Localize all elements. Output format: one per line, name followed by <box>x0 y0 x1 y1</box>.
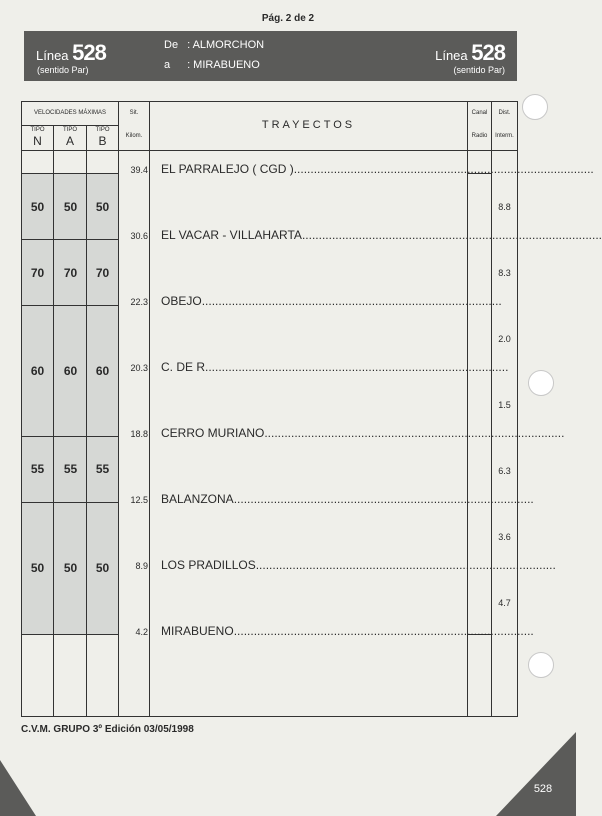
station-label: EL PARRALEJO ( CGD ) <box>161 162 294 176</box>
velocidades-header: VELOCIDADES MÁXIMAS <box>33 110 107 116</box>
speed-a: 70 <box>63 266 78 280</box>
speed-b: 70 <box>95 266 110 280</box>
line-header-banner <box>24 31 517 81</box>
speed-b: 55 <box>95 462 110 476</box>
type-n: N <box>33 134 42 148</box>
speed-n: 55 <box>30 462 45 476</box>
row-divider <box>22 634 118 635</box>
station-km: 39.4 <box>130 165 148 175</box>
speed-n: 50 <box>30 200 45 214</box>
station-km: 20.3 <box>130 363 148 373</box>
speed-a: 50 <box>63 561 78 575</box>
direction-right: (sentido Par) <box>453 65 505 75</box>
route-to <box>164 59 260 71</box>
edition-footer: C.V.M. GRUPO 3º Edición 03/05/1998 <box>21 724 194 735</box>
station-label: EL VACAR - VILLAHARTA <box>161 228 302 242</box>
leader-dots: .......................................................................................... <box>208 360 509 374</box>
row-divider <box>22 239 118 240</box>
leader-dots: .......................................................................................... <box>301 228 602 242</box>
intermediate-distance: 4.7 <box>498 598 511 608</box>
station-name <box>161 360 509 374</box>
speed-b: 60 <box>95 364 110 378</box>
line-number-right: 528 <box>471 40 505 65</box>
speed-a: 50 <box>63 200 78 214</box>
station-km: 4.2 <box>135 627 148 637</box>
station-label: CERRO MURIANO <box>161 426 265 440</box>
leader-dots: .......................................................................................... <box>201 294 502 308</box>
direction-left: (sentido Par) <box>37 65 89 75</box>
intermediate-distance: 6.3 <box>498 466 511 476</box>
tipo-label: TIPO <box>95 127 110 133</box>
type-a: A <box>65 134 74 148</box>
row-divider <box>22 173 118 174</box>
speed-n: 50 <box>30 561 45 575</box>
station-label: OBEJO <box>161 294 202 308</box>
route-table <box>21 101 602 717</box>
kilom-header: Kilom. <box>125 133 143 139</box>
speed-n: 60 <box>30 364 45 378</box>
intermediate-distance: 3.6 <box>498 532 511 542</box>
row-divider <box>22 305 118 306</box>
station-name <box>161 162 594 176</box>
station-km: 30.6 <box>130 231 148 241</box>
line-label-right <box>435 40 505 66</box>
station-km: 12.5 <box>130 495 148 505</box>
leader-dots: .......................................................................................... <box>264 426 565 440</box>
station-label: C. DE R. <box>161 360 209 374</box>
station-name <box>161 294 502 308</box>
header-bottom-line <box>22 150 517 151</box>
intermediate-distance: 2.0 <box>498 334 511 344</box>
header-divider <box>22 125 118 126</box>
station-label: BALANZONA <box>161 492 234 506</box>
column-divider <box>149 102 150 716</box>
station-km: 18.8 <box>130 429 148 439</box>
page-number: Pág. 2 de 2 <box>261 13 315 24</box>
line-prefix-left: Línea <box>36 48 69 63</box>
line-number-left: 528 <box>72 40 106 65</box>
column-divider <box>53 125 54 716</box>
row-divider <box>22 436 118 437</box>
station-km: 8.9 <box>135 561 148 571</box>
interm-header: Interm. <box>495 133 514 139</box>
leader-dots: .......................................................................................... <box>293 162 594 176</box>
sit-header: Sit. <box>129 110 139 116</box>
line-prefix-right: Línea <box>435 48 468 63</box>
leader-dots: .......................................................................................... <box>233 624 534 638</box>
intermediate-distance: 8.8 <box>498 202 511 212</box>
speed-n: 70 <box>30 266 45 280</box>
row-divider <box>22 502 118 503</box>
from-station: : ALMORCHON <box>187 39 265 51</box>
type-b: B <box>98 134 107 148</box>
corner-page-number: 528 <box>533 783 553 795</box>
binder-hole-icon <box>528 652 554 678</box>
leader-dots: .......................................................................................... <box>233 492 534 506</box>
column-divider <box>118 102 119 716</box>
station-km: 22.3 <box>130 297 148 307</box>
trayectos-header: TRAYECTOS <box>261 119 356 131</box>
station-name <box>161 624 534 638</box>
tipo-label: TIPO <box>30 127 45 133</box>
binder-hole-icon <box>528 370 554 396</box>
to-station: : MIRABUENO <box>187 59 260 71</box>
leader-dots: .......................................................................................... <box>255 558 556 572</box>
line-label-left <box>36 40 106 66</box>
binder-hole-icon <box>522 94 548 120</box>
station-label: MIRABUENO <box>161 624 234 638</box>
tipo-label: TIPO <box>62 127 77 133</box>
speed-b: 50 <box>95 200 110 214</box>
speed-a: 55 <box>63 462 78 476</box>
station-name <box>161 426 565 440</box>
corner-tab-left <box>0 760 36 816</box>
radio-header: Radio <box>471 133 488 139</box>
station-label: LOS PRADILLOS <box>161 558 256 572</box>
intermediate-distance: 1.5 <box>498 400 511 410</box>
station-name <box>161 228 602 242</box>
speed-b: 50 <box>95 561 110 575</box>
canal-header: Canal <box>471 110 488 116</box>
corner-tab-right <box>496 732 576 816</box>
route-from <box>164 39 264 51</box>
speed-a: 60 <box>63 364 78 378</box>
station-name <box>161 492 534 506</box>
station-name <box>161 558 556 572</box>
from-label: De <box>164 39 179 51</box>
intermediate-distance: 8.3 <box>498 268 511 278</box>
to-label: a <box>164 59 171 71</box>
dist-header: Dist. <box>498 110 511 116</box>
